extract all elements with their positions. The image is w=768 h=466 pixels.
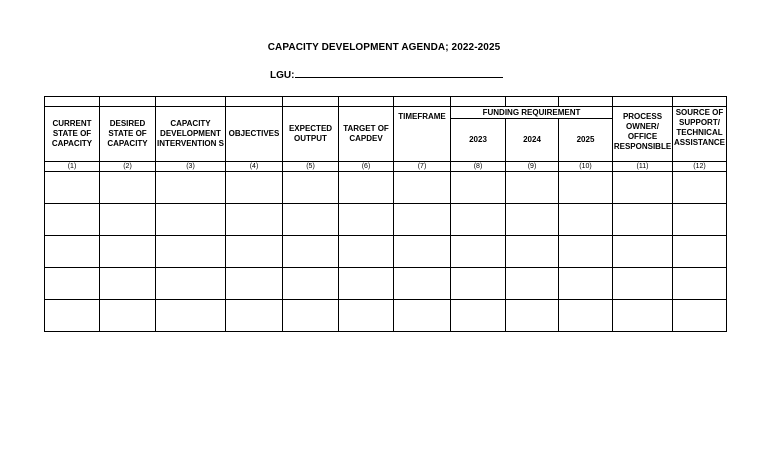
blank-cell <box>451 97 506 107</box>
empty-entry-cell <box>156 204 226 236</box>
empty-entry-cell <box>100 204 156 236</box>
empty-entry-cell <box>559 300 613 332</box>
empty-entry-cell <box>339 236 394 268</box>
header-current-state: CURRENT STATE OF CAPACITY <box>45 107 100 162</box>
empty-entry-cell <box>394 268 451 300</box>
col-number: (1) <box>45 162 100 172</box>
header-funding-requirement: FUNDING REQUIREMENT <box>451 107 613 119</box>
empty-entry-cell <box>226 172 283 204</box>
empty-entry-cell <box>45 204 100 236</box>
empty-entry-cell <box>673 204 727 236</box>
empty-entry-cell <box>394 300 451 332</box>
header-process-owner: PROCESS OWNER/ OFFICE RESPONSIBLE <box>613 107 673 162</box>
table-top-row <box>45 97 727 107</box>
header-objectives: OBJECTIVES <box>226 107 283 162</box>
col-number: (2) <box>100 162 156 172</box>
empty-entry-cell <box>451 268 506 300</box>
empty-entry-cell <box>283 172 339 204</box>
empty-entry-cell <box>100 268 156 300</box>
empty-entry-cell <box>673 300 727 332</box>
header-interventions: CAPACITY DEVELOPMENT INTERVENTION S <box>156 107 226 162</box>
header-expected-output: EXPECTED OUTPUT <box>283 107 339 162</box>
empty-entry-cell <box>100 300 156 332</box>
lgu-field <box>270 68 503 81</box>
empty-entry-cell <box>394 204 451 236</box>
lgu-label: LGU: <box>270 70 295 81</box>
col-number: (7) <box>394 162 451 172</box>
capdev-agenda-table <box>44 96 727 332</box>
empty-entry-cell <box>226 300 283 332</box>
empty-entry-cell <box>673 236 727 268</box>
empty-entry-cell <box>506 236 559 268</box>
empty-entry-cell <box>283 236 339 268</box>
empty-entry-cell <box>283 204 339 236</box>
table-body <box>45 172 727 332</box>
lgu-blank-line <box>295 68 503 78</box>
empty-entry-cell <box>156 172 226 204</box>
empty-entry-cell <box>156 300 226 332</box>
empty-entry-cell <box>45 268 100 300</box>
empty-entry-cell <box>339 204 394 236</box>
empty-entry-cell <box>451 236 506 268</box>
empty-entry-cell <box>613 300 673 332</box>
blank-cell <box>156 97 226 107</box>
empty-entry-cell <box>506 172 559 204</box>
col-number: (12) <box>673 162 727 172</box>
col-number: (10) <box>559 162 613 172</box>
empty-entry-cell <box>506 300 559 332</box>
blank-cell <box>559 97 613 107</box>
col-number: (4) <box>226 162 283 172</box>
blank-cell <box>100 97 156 107</box>
empty-entry-cell <box>506 204 559 236</box>
table-row <box>45 300 727 332</box>
header-year-2025: 2025 <box>559 119 613 162</box>
header-year-2024: 2024 <box>506 119 559 162</box>
empty-entry-cell <box>45 236 100 268</box>
blank-cell <box>613 97 673 107</box>
empty-entry-cell <box>226 268 283 300</box>
empty-entry-cell <box>45 300 100 332</box>
empty-entry-cell <box>339 268 394 300</box>
header-desired-state: DESIRED STATE OF CAPACITY <box>100 107 156 162</box>
col-number: (5) <box>283 162 339 172</box>
table-row <box>45 268 727 300</box>
blank-cell <box>673 97 727 107</box>
document-title: CAPACITY DEVELOPMENT AGENDA; 2022-2025 <box>267 42 501 53</box>
table-row <box>45 236 727 268</box>
empty-entry-cell <box>226 204 283 236</box>
empty-entry-cell <box>451 172 506 204</box>
header-source-support: SOURCE OF SUPPORT/ TECHNICAL ASSISTANCE <box>673 107 727 162</box>
col-number: (11) <box>613 162 673 172</box>
empty-entry-cell <box>283 300 339 332</box>
empty-entry-cell <box>559 236 613 268</box>
blank-cell <box>226 97 283 107</box>
empty-entry-cell <box>100 172 156 204</box>
blank-cell <box>45 97 100 107</box>
empty-entry-cell <box>100 236 156 268</box>
empty-entry-cell <box>673 172 727 204</box>
table-number-row <box>45 162 727 172</box>
blank-cell <box>339 97 394 107</box>
empty-entry-cell <box>339 172 394 204</box>
empty-entry-cell <box>673 268 727 300</box>
table-header-row <box>45 107 727 119</box>
table-row <box>45 172 727 204</box>
empty-entry-cell <box>506 268 559 300</box>
empty-entry-cell <box>559 172 613 204</box>
empty-entry-cell <box>283 268 339 300</box>
col-number: (8) <box>451 162 506 172</box>
col-number: (6) <box>339 162 394 172</box>
empty-entry-cell <box>559 204 613 236</box>
col-number: (9) <box>506 162 559 172</box>
header-target: TARGET OF CAPDEV <box>339 107 394 162</box>
blank-cell <box>506 97 559 107</box>
empty-entry-cell <box>394 236 451 268</box>
empty-entry-cell <box>45 172 100 204</box>
empty-entry-cell <box>451 204 506 236</box>
empty-entry-cell <box>156 236 226 268</box>
empty-entry-cell <box>613 172 673 204</box>
empty-entry-cell <box>613 204 673 236</box>
empty-entry-cell <box>226 236 283 268</box>
empty-entry-cell <box>451 300 506 332</box>
blank-cell <box>394 97 451 107</box>
header-year-2023: 2023 <box>451 119 506 162</box>
blank-cell <box>283 97 339 107</box>
empty-entry-cell <box>394 172 451 204</box>
empty-entry-cell <box>613 236 673 268</box>
col-number: (3) <box>156 162 226 172</box>
empty-entry-cell <box>339 300 394 332</box>
table-row <box>45 204 727 236</box>
empty-entry-cell <box>156 268 226 300</box>
header-timeframe: TIMEFRAME <box>394 107 451 162</box>
empty-entry-cell <box>613 268 673 300</box>
empty-entry-cell <box>559 268 613 300</box>
